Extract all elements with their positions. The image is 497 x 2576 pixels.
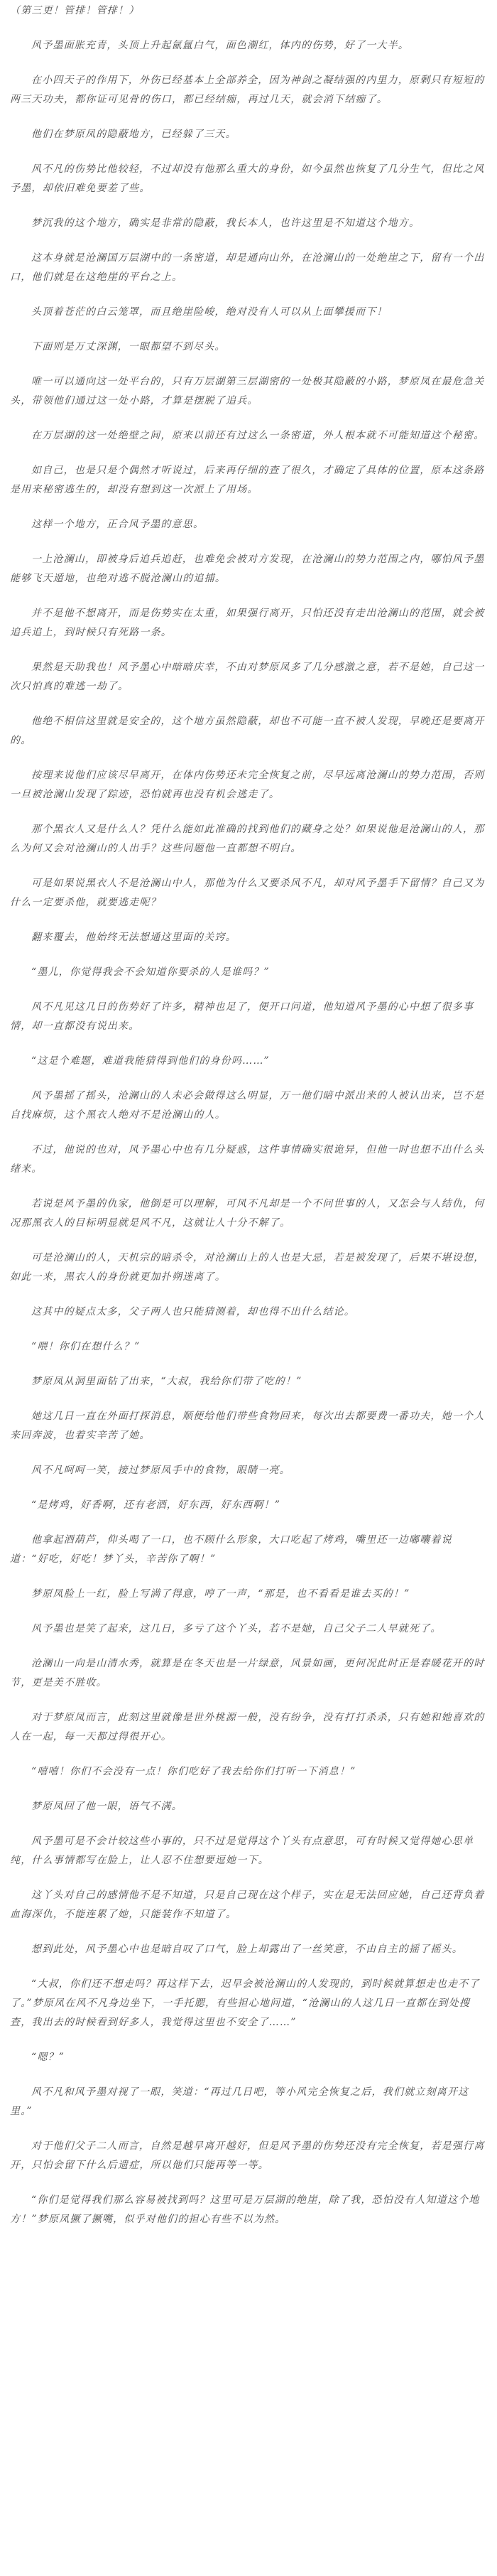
paragraph: 想到此处，风予墨心中也是暗自叹了口气，脸上却露出了一丝笑意，不由自主的摇了摇头。 — [31, 1944, 463, 1955]
paragraph: 这本身就是沧澜国万层湖中的一条密道，却是通向山外，在沧澜山的一处绝崖之下，留有一个出口，他们就是在这绝崖的平台之上。 — [10, 252, 485, 283]
paragraph: 可是沧澜山的人，天机宗的暗杀令，对沧澜山上的人也是大忌，若是被发现了，后果不堪设想，如此一来，黑衣人的身份就更加扑朔迷离了。 — [10, 1252, 485, 1283]
paragraph: 沧澜山一向是山清水秀，就算是在冬天也是一片绿意，风景如画，更何况此时正是春暖花开的时节，更是美不胜收。 — [10, 1658, 485, 1688]
dialogue-paragraph: “墨儿，你觉得我会不会知道你要杀的人是谁吗？” — [31, 966, 270, 978]
paragraph: 唯一可以通向这一处平台的，只有万层湖第三层湖密的一处极其隐蔽的小路，梦原凤在最危急关头，带领他们通过这一处小路，才算是摆脱了追兵。 — [10, 376, 485, 406]
paragraph: 对于梦原凤而言，此刻这里就像是世外桃源一般，没有纷争，没有打打杀杀，只有她和她喜欢的人在一起，每一天都过得很开心。 — [10, 1712, 485, 1742]
paragraph: 他绝不相信这里就是安全的，这个地方虽然隐蔽，却也不可能一直不被人发现，早晚还是要离开的。 — [10, 716, 485, 746]
paragraph: 果然是天助我也！风予墨心中暗暗庆幸，不由对梦原凤多了几分感激之意，若不是她，自己这一次只怕真的难逃一劫了。 — [10, 662, 485, 692]
chapter-header-note: （第三更！管排！管排！） — [10, 5, 140, 16]
dialogue-paragraph: “嗯？” — [31, 2052, 65, 2063]
dialogue-paragraph: “嘻嘻！你们不会没有一点！你们吃好了我去给你们打听一下消息！” — [31, 1766, 356, 1777]
paragraph: 梦原凤从洞里面钻了出来，“大叔，我给你们带了吃的！” — [31, 1376, 302, 1387]
dialogue-paragraph: “你们是觉得我们那么容易被找到吗？这里可是万层湖的绝崖，除了我，恐怕没有人知道这个地方！”梦原凤撅了撅嘴，似乎对他们的担心有些不以为然。 — [10, 2194, 480, 2225]
paragraph: 对于他们父子二人而言，自然是越早离开越好，但是风予墨的伤势还没有完全恢复，若是强行离开，只怕会留下什么后遗症，所以他们只能再等一等。 — [10, 2140, 485, 2171]
paragraph: 若说是风予墨的仇家，他倒是可以理解，可风不凡却是一个不问世事的人，又怎会与人结仇，何况那黑衣人的目标明显就是风不凡，这就让人十分不解了。 — [10, 1198, 485, 1229]
paragraph: 梦原凤脸上一红，脸上写满了得意，哼了一声，“那是，也不看看是谁去买的！” — [31, 1588, 410, 1600]
paragraph: 翻来覆去，他始终无法想通这里面的关窍。 — [31, 932, 236, 943]
paragraph: 那个黑衣人又是什么人？凭什么能如此准确的找到他们的藏身之处？如果说他是沧澜山的人，那么为何又会对沧澜山的人出手？这些问题他一直都想不明白。 — [10, 824, 485, 854]
paragraph: 下面则是万丈深渊，一眼都望不到尽头。 — [31, 341, 226, 352]
paragraph: 风予墨可是不会计较这些小事的，只不过是觉得这个丫头有点意思，可有时候又觉得她心思单纯，什么事情都写在脸上，让人忍不住想要逗她一下。 — [10, 1836, 474, 1866]
paragraph: 在小四天子的作用下，外伤已经基本上全部养全，因为神剑之凝结强的内里力，原剩只有短短的两三天功夫，都你证可见骨的伤口，都已经结痂，再过几天，就会消下结痂了。 — [10, 75, 485, 105]
paragraph: 梦沉我的这个地方，确实是非常的隐蔽，我长本人，也许这里是不知道这个地方。 — [31, 217, 420, 229]
paragraph: 风不凡的伤势比他较轻，不过却没有他那么重大的身份，如今虽然也恢复了几分生气，但比之风予墨，却依旧难免要差了些。 — [10, 163, 485, 194]
paragraph: 在万层湖的这一处绝壁之间，原来以前还有过这么一条密道，外人根本就不可能知道这个秘密。 — [31, 430, 485, 441]
paragraph: 这丫头对自己的感情他不是不知道，只是自己现在这个样子，实在是无法回应她，自己还背负着血海深仇，不能连累了她，只能装作不知道了。 — [10, 1890, 485, 1920]
paragraph: 风予墨摇了摇头，沧澜山的人未必会做得这么明显，万一他们暗中派出来的人被认出来，岂不是自找麻烦，这个黑衣人绝对不是沧澜山的人。 — [10, 1090, 485, 1121]
paragraph: 风不凡和风予墨对视了一眼，笑道：“再过几日吧，等小风完全恢复之后，我们就立刻离开这里。” — [10, 2086, 469, 2117]
dialogue-paragraph: “是烤鸡，好香啊，还有老酒，好东西，好东西啊！” — [31, 1499, 281, 1511]
paragraph: 并不是他不想离开，而是伤势实在太重，如果强行离开，只怕还没有走出沧澜山的范围，就会被追兵追上，到时候只有死路一条。 — [10, 608, 485, 638]
paragraph: 她这几日一直在外面打探消息，顺便给他们带些食物回来，每次出去都要费一番功夫，她一个人来回奔波，也着实辛苦了她。 — [10, 1411, 485, 1441]
paragraph: 风不凡呵呵一笑，接过梦原凤手中的食物，眼睛一亮。 — [31, 1465, 290, 1476]
paragraph: 一上沧澜山，即被身后追兵追赶，也难免会被对方发现，在沧澜山的势力范围之内，哪怕风予墨能够飞天遁地，也绝对逃不脱沧澜山的追捕。 — [10, 554, 485, 584]
paragraph: 这其中的疑点太多，父子两人也只能猜测着，却也得不出什么结论。 — [31, 1306, 355, 1317]
dialogue-paragraph: “这是个难题，难道我能猜得到他们的身份吗……” — [31, 1055, 270, 1067]
paragraph: 如自己，也是只是个偶然才听说过，后来再仔细的查了很久，才确定了具体的位置，原本这条路是用来秘密逃生的，却没有想到这一次派上了用场。 — [10, 465, 485, 495]
paragraph: 风予墨面胀充青，头顶上升起氤氲白气，面色潮红，体内的伤势，好了一大半。 — [31, 40, 409, 51]
paragraph: 头顶着苍茫的白云笼罩，而且绝崖险峻，绝对没有人可以从上面攀援而下！ — [31, 306, 388, 318]
dialogue-paragraph: “大叔，你们还不想走吗？再这样下去，迟早会被沧澜山的人发现的，到时候就算想走也走不了了。”梦原凤在风不凡身边坐下，一手托腮，有些担心地问道，“沧澜山的人这几日一直都在到处搜查，我出去的时候看到好多人，我觉得这里也不安全了……” — [10, 1978, 480, 2028]
dialogue-paragraph: “喂！你们在想什么？” — [31, 1341, 141, 1352]
paragraph: 不过，他说的也对，风予墨心中也有几分疑惑，这件事情确实很诡异，但他一时也想不出什么头绪来。 — [10, 1144, 485, 1175]
paragraph: 梦原凤回了他一眼，语气不满。 — [31, 1801, 182, 1812]
paragraph: 按理来说他们应该尽早离开，在体内伤势还未完全恢复之前，尽早远离沧澜山的势力范围，否则一旦被沧澜山发现了踪迹，恐怕就再也没有机会逃走了。 — [10, 770, 485, 800]
paragraph: 风予墨也是笑了起来，这几日，多亏了这个丫头，若不是她，自己父子二人早就死了。 — [31, 1623, 442, 1634]
paragraph: 他拿起酒葫芦，仰头喝了一口，也不顾什么形象，大口吃起了烤鸡，嘴里还一边嘟囔着说道：“好吃，好吃！梦丫头，辛苦你了啊！” — [10, 1534, 452, 1565]
paragraph: 可是如果说黑衣人不是沧澜山中人，那他为什么又要杀风不凡，却对风予墨手下留情？自己又为什么一定要杀他，就要逃走呢？ — [10, 878, 485, 908]
paragraph: 他们在梦原凤的隐蔽地方，已经躲了三天。 — [31, 129, 236, 140]
paragraph: 这样一个地方，正合风予墨的意思。 — [31, 519, 204, 530]
paragraph: 风不凡见这几日的伤势好了许多，精神也足了，便开口问道，他知道风予墨的心中想了很多事情，却一直都没有说出来。 — [10, 1001, 474, 1032]
